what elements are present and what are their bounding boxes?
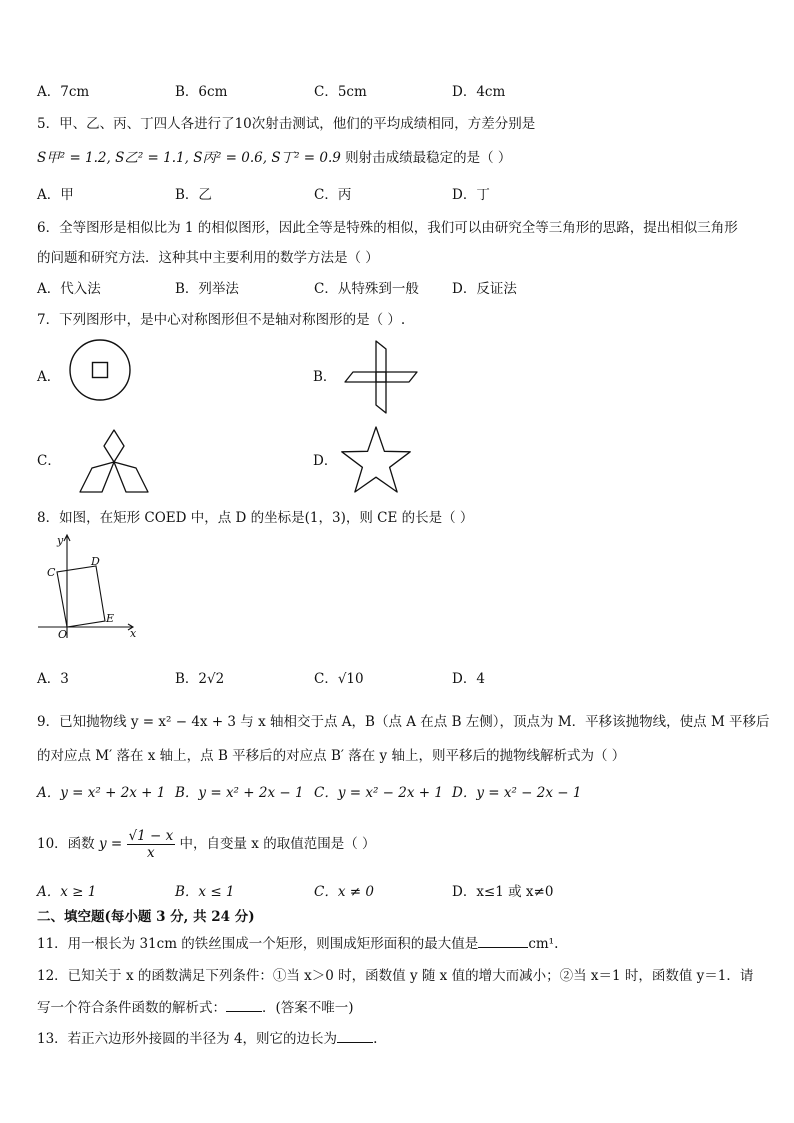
q8-option-d[interactable]: D．4 — [452, 671, 485, 687]
q4-option-a[interactable]: A．7cm — [37, 84, 90, 100]
q8-label-y: y — [57, 534, 64, 547]
q8-option-c[interactable]: C．√10 — [314, 671, 364, 687]
q8-label-x: x — [130, 627, 137, 640]
q10-denominator: x — [147, 845, 155, 861]
q5-stem: 5．甲、乙、丙、丁四人各进行了10次射击测试，他们的平均成绩相同，方差分别是 — [37, 116, 536, 132]
q4-option-c[interactable]: C．5cm — [314, 84, 367, 100]
q11-text-before: 11．用一根长为 31cm 的铁丝围成一个矩形，则围成矩形面积的最大值是 — [37, 936, 479, 952]
q6-stem-line2: 的问题和研究方法．这种其中主要利用的数学方法是（ ） — [37, 250, 379, 266]
q10-prefix: 10．函数 — [37, 836, 95, 852]
q13-stem — [37, 1028, 377, 1049]
q10-option-d[interactable]: D．x≤1 或 x≠0 — [452, 884, 554, 900]
q12-stem-line1: 12．已知关于 x 的函数满足下列条件：①当 x＞0 时，函数值 y 随 x 值的增大而减小；②当 x＝1 时，函数值 y＝1．请 — [37, 968, 754, 984]
q10-stem — [37, 826, 376, 862]
q6-options — [37, 279, 757, 299]
q13-text-after: . — [373, 1031, 378, 1047]
q5-formula: S甲² = 1.2, S乙² = 1.1, S丙² = 0.6, S丁² = 0.9 — [37, 150, 341, 166]
q10-func-lhs: y = — [98, 836, 123, 852]
q13-text-before: 13．若正六边形外接圆的半径为 4，则它的边长为 — [37, 1031, 338, 1047]
q12-text-after: ．(答案不唯一) — [262, 1000, 354, 1016]
q10-option-c[interactable]: C．x ≠ 0 — [314, 884, 374, 900]
q8-label-c: C — [47, 566, 56, 579]
q5-option-a[interactable]: A．甲 — [37, 187, 74, 203]
q6-option-d[interactable]: D．反证法 — [452, 281, 517, 297]
q6-stem-line1: 6．全等图形是相似比为 1 的相似图形，因此全等是特殊的相似，我们可以由研究全等三角形的思路，提出相似三角形 — [37, 220, 738, 236]
q6-option-b[interactable]: B．列举法 — [175, 281, 239, 297]
q9-stem-line2: 的对应点 M′ 落在 x 轴上，点 B 平移后的对应点 B′ 落在 y 轴上，则平移后的抛物线解析式为（ ） — [37, 748, 626, 764]
q9-stem-line1: 9．已知抛物线 y = x² − 4x + 3 与 x 轴相交于点 A，B（点 A 在点 B 左侧），顶点为 M．平移该抛物线，使点 M 平移后 — [37, 714, 770, 730]
q12-stem-line2 — [37, 997, 354, 1018]
q9-option-d[interactable]: D．y = x² − 2x − 1 — [452, 785, 582, 801]
q10-suffix: 中，自变量 x 的取值范围是（ ） — [179, 836, 376, 852]
q8-label-o: O — [58, 628, 68, 641]
section-title: 二、填空题(每小题 3 分, 共 24 分) — [37, 909, 255, 925]
q8-label-e: E — [106, 612, 115, 625]
q8-options — [37, 669, 757, 689]
q10-option-a[interactable]: A．x ≥ 1 — [37, 884, 97, 900]
q10-numerator: √1 − x — [128, 828, 174, 844]
q8-stem: 8．如图，在矩形 COED 中，点 D 的坐标是(1，3)，则 CE 的长是（ ） — [37, 510, 474, 526]
q5-tail: 则射击成绩最稳定的是（ ） — [345, 150, 512, 166]
q8-label-d: D — [91, 555, 100, 568]
q5-option-d[interactable]: D．丁 — [452, 187, 490, 203]
q9-option-c[interactable]: C．y = x² − 2x + 1 — [314, 785, 443, 801]
q5-option-b[interactable]: B．乙 — [175, 187, 212, 203]
coin-figure-icon[interactable] — [68, 338, 132, 402]
q4-options — [37, 82, 757, 102]
q7-stem: 7．下列图形中，是中心对称图形但不是轴对称图形的是（ ）. — [37, 312, 406, 328]
q10-option-b[interactable]: B．x ≤ 1 — [175, 884, 235, 900]
q5-option-c[interactable]: C．丙 — [314, 187, 352, 203]
q7-label-d[interactable]: D． — [313, 453, 338, 469]
three-diamond-figure-icon[interactable] — [76, 428, 152, 494]
q4-option-b[interactable]: B．6cm — [175, 84, 228, 100]
q8-rectangle-figure — [36, 530, 146, 642]
q13-answer-blank[interactable] — [337, 1028, 373, 1043]
q10-fraction — [127, 828, 176, 861]
pinwheel-figure-icon[interactable] — [343, 339, 421, 417]
q12-answer-blank[interactable] — [226, 997, 262, 1012]
q8-option-b[interactable]: B．2√2 — [175, 671, 225, 687]
q9-option-a[interactable]: A．y = x² + 2x + 1 — [37, 785, 166, 801]
q11-text-after: cm¹. — [528, 936, 559, 952]
q10-options — [37, 882, 757, 902]
q8-option-a[interactable]: A．3 — [37, 671, 69, 687]
star-figure-icon[interactable] — [339, 425, 413, 495]
q12-text-before: 写一个符合条件函数的解析式： — [37, 1000, 226, 1016]
q9-option-b[interactable]: B．y = x² + 2x − 1 — [175, 785, 304, 801]
q5-options — [37, 185, 757, 205]
q7-label-a[interactable]: A． — [37, 369, 61, 385]
q7-label-c[interactable]: C． — [37, 453, 61, 469]
q11-stem — [37, 933, 558, 954]
q7-label-b[interactable]: B． — [313, 369, 337, 385]
q9-options — [37, 783, 757, 803]
q11-answer-blank[interactable] — [478, 933, 528, 948]
q6-option-c[interactable]: C．从特殊到一般 — [314, 281, 419, 297]
q5-formula-line — [37, 148, 511, 168]
q4-option-d[interactable]: D．4cm — [452, 84, 506, 100]
q6-option-a[interactable]: A．代入法 — [37, 281, 101, 297]
